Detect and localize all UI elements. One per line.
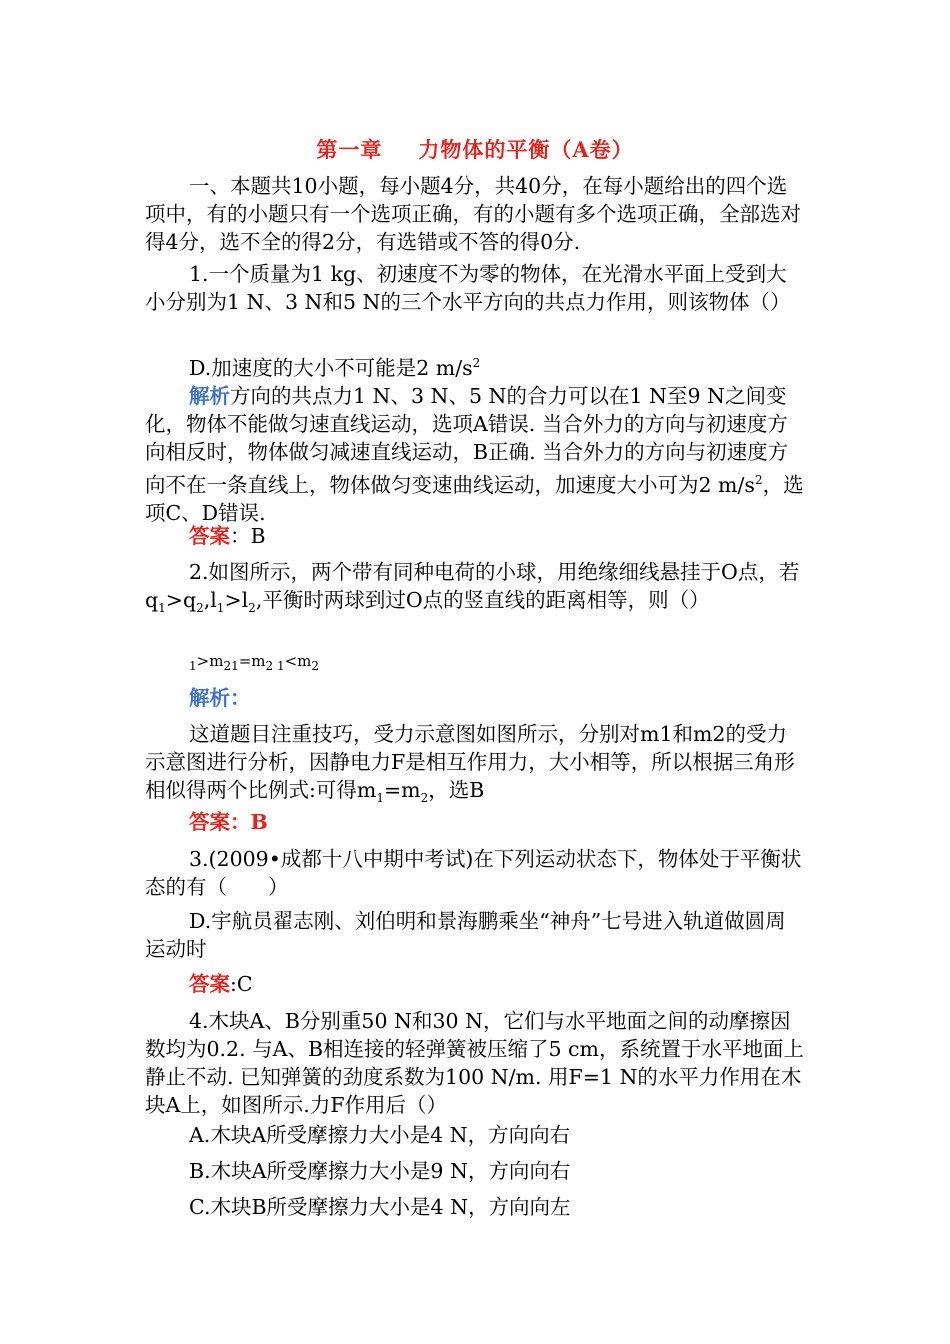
q1-option-d: D.加速度的大小不可能是2 $m/s^2$ (189, 355, 481, 380)
chapter-name: 力物体的平衡（A卷） (418, 137, 634, 162)
answer-label: 答案 (189, 972, 230, 996)
answer-label: 答案 (189, 524, 230, 548)
q4-stem: 4.木块A、B分别重50 N和30 N，它们与水平地面之间的动摩擦因数均为0.2. 与A、B相连接的轻弹簧被压缩了5 cm，系统置于水平地面上静止不动. 已知弹簧的劲度系数为100 N/m. 用F=1 N的水平力作用在木块A上，如图所示.力F作用后（） (145, 1009, 804, 1117)
q2-options: $_1>m_{21}=m_{2 1}<m_2$ (189, 652, 320, 673)
q1-answer: 答案：B (189, 524, 266, 548)
chapter-title (0, 134, 950, 164)
q2-analysis: 这道题目注重技巧，受力示意图如图所示，分别对m1和m2的受力示意图进行分析，因静电力F是相互作用力，大小相等，所以根据三角形相似得两个比例式:可得$m_1=m_2$，选B (145, 722, 795, 806)
q2-stem: 2.如图所示，两个带有同种电荷的小球，用绝缘细线悬挂于O点，若$q_1>q_2,l_1>l_2$,平衡时两球到过O点的竖直线的距离相等，则（） (145, 560, 800, 616)
q3-option-d: D.宇航员翟志刚、刘伯明和景海鹏乘坐“神舟”七号进入轨道做圆周运动时 (145, 909, 786, 961)
q1-stem: 1.一个质量为1 kg、初速度不为零的物体，在光滑水平面上受到大小分别为1 N、3 N和5 N的三个水平方向的共点力作用，则该物体（） (145, 262, 791, 314)
q2-analysis-label: 解析： (189, 686, 251, 710)
q3-answer: 答案:C (189, 972, 253, 996)
q3-stem: 3.(2009•成都十八中期中考试)在下列运动状态下，物体处于平衡状态的有（ ） (145, 847, 802, 899)
analysis-label: 解析 (189, 384, 230, 408)
q4-option-c: C.木块B所受摩擦力大小是4 N，方向向左 (189, 1195, 571, 1219)
q2-answer: 答案：B (189, 810, 268, 834)
chapter-number: 第一章 (316, 137, 383, 162)
instructions: 一、本题共10小题，每小题4分，共40分，在每小题给出的四个选项中，有的小题只有一个选项正确，有的小题有多个选项正确，全部选对得4分，选不全的得2分，有选错或不答的得0分. (145, 174, 801, 254)
q1-analysis: 解析方向的共点力1 N、3 N、5 N的合力可以在1 N至9 N之间变化，物体不能做匀速直线运动，选项A错误. 当合外力的方向与初速度方向相反时，物体做匀减速直线运动，B正确. 当合外力的方向与初速度方向不在一条直线上，物体做匀变速曲线运动，加速度大小可为2 $m/s^2$，选项C、D错误. (145, 384, 804, 525)
q4-option-a: A.木块A所受摩擦力大小是4 N，方向向右 (189, 1123, 571, 1147)
q4-option-b: B.木块A所受摩擦力大小是9 N，方向向右 (189, 1159, 571, 1183)
answer-label: 答案 (189, 810, 230, 834)
